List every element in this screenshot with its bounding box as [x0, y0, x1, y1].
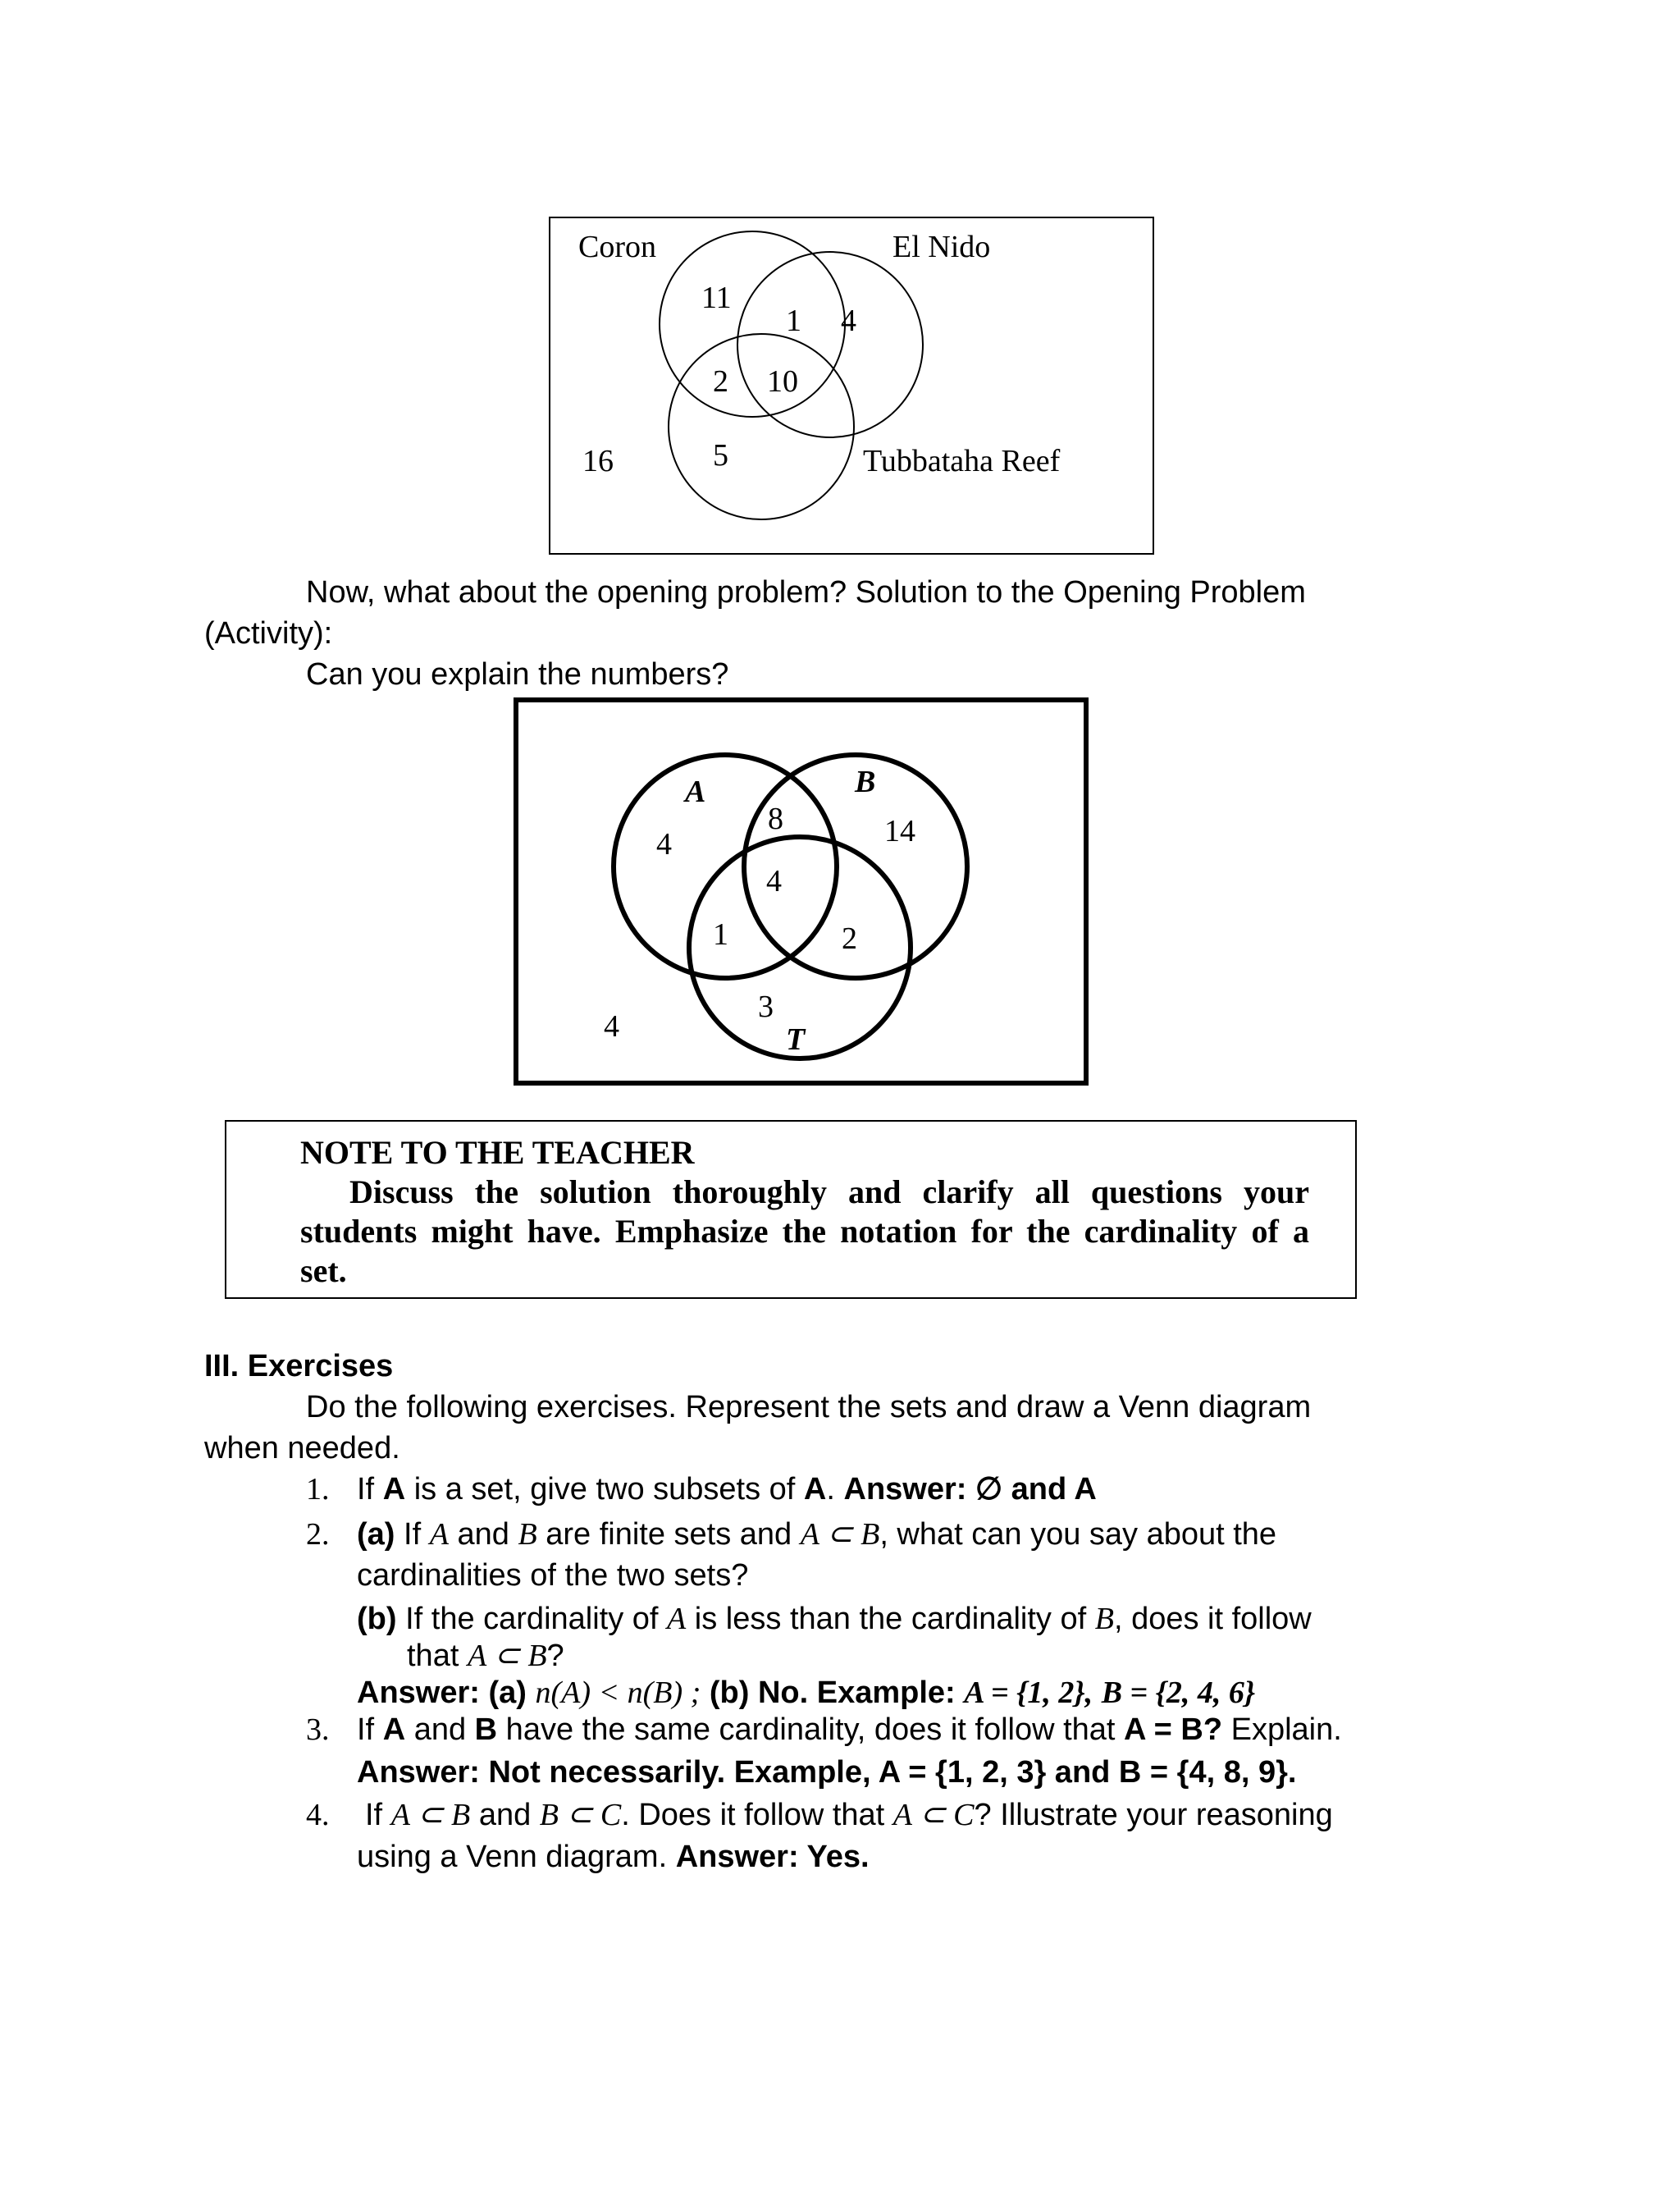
item-1-number: 1. — [306, 1472, 330, 1506]
item-2-part-a-line-2: cardinalities of the two sets? — [357, 1558, 749, 1593]
region-elnido-only: 4 — [841, 304, 856, 338]
note-title: NOTE TO THE TEACHER — [300, 1134, 695, 1171]
item-1-dot: . — [826, 1472, 844, 1506]
item-1-set-a-2: A — [803, 1472, 827, 1506]
item-2b-subset-expr: A ⊂ B — [467, 1639, 547, 1673]
item-2-answer-set-a: A = {1, 2}, — [964, 1676, 1093, 1710]
item-2-answer-b: (b) No. Example: — [701, 1676, 965, 1710]
item-4-text-2: . Does it follow that — [621, 1798, 893, 1832]
item-2-part-b-line-2 — [407, 1635, 564, 1676]
item-4-line-2-text: using a Venn diagram. — [357, 1840, 676, 1874]
item-2a-text: If — [395, 1517, 430, 1552]
item-3-answer: Answer: Not necessarily. Example, A = {1, 2, 3} and B = {4, 8, 9}. — [357, 1755, 1297, 1790]
region-coron-elnido: 1 — [786, 304, 801, 338]
item-2b-that: that — [407, 1639, 468, 1673]
label-b: B — [855, 765, 876, 799]
item-4-line-2 — [357, 1836, 870, 1877]
label-tubbataha: Tubbataha Reef — [863, 444, 1061, 478]
item-2a-text-3: , what can you say about the — [879, 1517, 1277, 1552]
region-t-only: 3 — [758, 990, 774, 1024]
item-2b-text-2: is less than the cardinality of — [686, 1602, 1095, 1636]
item-3-explain: Explain. — [1222, 1712, 1342, 1747]
region-all-three-2: 4 — [766, 864, 782, 898]
item-3-set-a: A — [382, 1712, 406, 1747]
item-3-set-b: B — [474, 1712, 498, 1747]
region-a-only: 4 — [656, 827, 672, 862]
label-coron: Coron — [578, 230, 656, 264]
label-el-nido: El Nido — [892, 230, 991, 264]
item-3-equality: A = B? — [1124, 1712, 1223, 1747]
item-2a-subset-expr: A ⊂ B — [800, 1517, 880, 1552]
item-4-answer: Answer: Yes. — [675, 1840, 870, 1874]
note-line-3: set. — [300, 1252, 347, 1289]
note-to-teacher-box — [225, 1120, 1357, 1299]
region-coron-only: 11 — [701, 281, 732, 315]
item-2a-set-a: A — [429, 1517, 449, 1552]
note-line-2: students might have. Emphasize the notation for the cardinality of a — [300, 1213, 1309, 1250]
exercises-heading: III. Exercises — [204, 1349, 394, 1383]
region-outside: 16 — [582, 444, 614, 478]
intro-line-2: (Activity): — [204, 616, 333, 651]
item-2a-text-2: are finite sets and — [536, 1517, 801, 1552]
item-2-part-b — [357, 1598, 1312, 1639]
item-2b-set-b: B — [1094, 1602, 1114, 1636]
item-1-text: If — [357, 1472, 383, 1506]
region-a-b: 8 — [768, 802, 783, 836]
item-1-answer: Answer: ∅ and A — [843, 1472, 1097, 1506]
exercises-intro-1: Do the following exercises. Represent the sets and draw a Venn diagram — [306, 1390, 1312, 1424]
region-coron-tubbataha: 2 — [713, 364, 728, 399]
item-4-text: If — [365, 1798, 391, 1832]
item-2b-set-a: A — [667, 1602, 687, 1636]
item-2-answer-expr: n(A) < n(B) ; — [535, 1676, 701, 1710]
intro-line-3: Can you explain the numbers? — [306, 657, 729, 692]
item-1-text-2: is a set, give two subsets of — [405, 1472, 804, 1506]
item-2-answer — [357, 1672, 1255, 1713]
item-3-text: If — [357, 1712, 383, 1747]
item-3-number: 3. — [306, 1712, 330, 1747]
item-2b-question-mark: ? — [546, 1639, 564, 1673]
region-tubbataha-only: 5 — [713, 438, 728, 473]
item-2-answer-label: Answer: (a) — [357, 1676, 536, 1710]
item-2a-set-b: B — [518, 1517, 537, 1552]
item-3-and: and — [405, 1712, 475, 1747]
item-2b-text: If the cardinality of — [396, 1602, 668, 1636]
intro-line-1: Now, what about the opening problem? Solution to the Opening Problem — [306, 575, 1306, 610]
item-4-question — [365, 1795, 1333, 1836]
item-4-expr-1: A ⊂ B — [390, 1798, 471, 1832]
item-4-number: 4. — [306, 1798, 330, 1832]
region-outside-2: 4 — [604, 1009, 619, 1044]
item-4-expr-2: B ⊂ C — [539, 1798, 622, 1832]
item-2-number: 2. — [306, 1517, 330, 1552]
region-a-t: 1 — [713, 917, 728, 952]
item-2-answer-set-b: B = {2, 4, 6} — [1101, 1676, 1256, 1710]
item-2b-label: (b) — [357, 1602, 397, 1636]
exercises-intro-2: when needed. — [204, 1431, 400, 1465]
item-2a-and: and — [448, 1517, 518, 1552]
note-line-1: Discuss the solution thoroughly and clarify all questions your — [349, 1173, 1309, 1210]
item-2-part-a — [357, 1514, 1276, 1555]
item-3-question — [357, 1709, 1342, 1750]
item-4-text-3: ? Illustrate your reasoning — [974, 1798, 1333, 1832]
item-3-text-2: have the same cardinality, does it follow that — [497, 1712, 1125, 1747]
item-2b-text-3: , does it follow — [1113, 1602, 1312, 1636]
label-t: T — [786, 1022, 806, 1057]
item-4-and: and — [470, 1798, 540, 1832]
region-b-t: 2 — [842, 921, 857, 956]
item-1-question — [357, 1469, 1097, 1510]
region-all-three: 10 — [767, 364, 798, 399]
region-b-only: 14 — [884, 814, 915, 848]
item-1-set-a: A — [382, 1472, 406, 1506]
label-a: A — [685, 775, 706, 809]
item-4-expr-3: A ⊂ C — [892, 1798, 975, 1832]
item-2a-label: (a) — [357, 1517, 395, 1552]
